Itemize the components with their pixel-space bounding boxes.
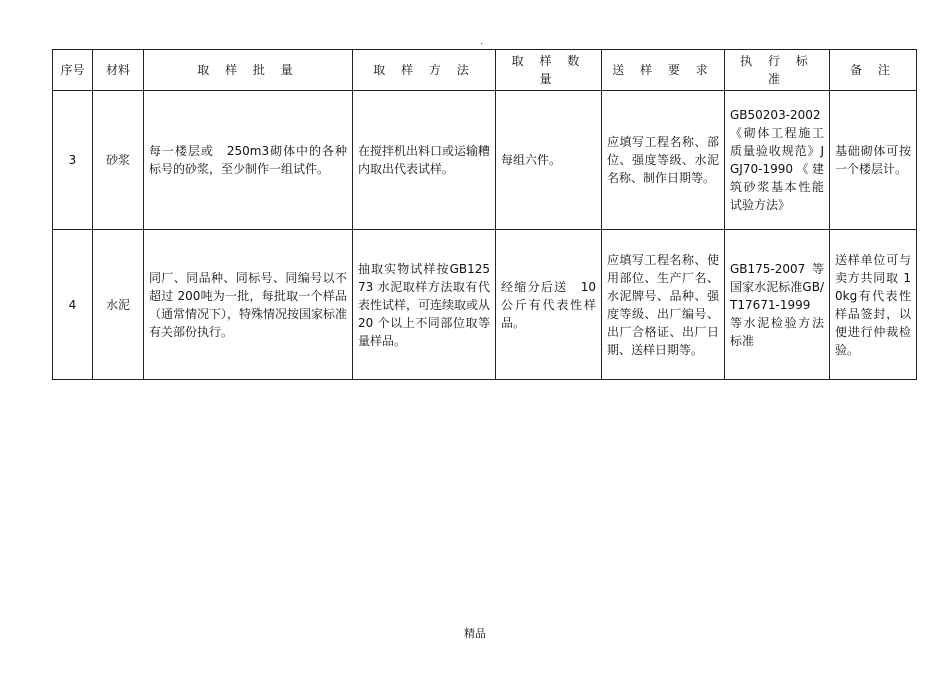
cell-material: 水泥	[93, 230, 144, 380]
cell-no: 3	[53, 91, 93, 230]
cell-method: 抽取实物试样按GB12573 水泥取样方法取有代表性试样，可连续取或从 20 个以上不同部位取等量样品。	[353, 230, 496, 380]
cell-requirements: 应填写工程名称、使用部位、生产厂名、水泥牌号、品种、强度等级、出厂编号、出厂合格证、出厂日期、送样日期等。	[602, 230, 725, 380]
cell-requirements: 应填写工程名称、部位、强度等级、水泥名称、制作日期等。	[602, 91, 725, 230]
sampling-table	[52, 49, 917, 380]
cell-method: 在搅拌机出料口或运输糟内取出代表试样。	[353, 91, 496, 230]
header-standard: 执 行 标 准	[725, 50, 830, 91]
table-row	[53, 91, 917, 230]
cell-quantity: 经缩分后送 10公斤有代表性样品。	[496, 230, 602, 380]
header-method: 取 样 方 法	[353, 50, 496, 91]
table-row	[53, 230, 917, 380]
cell-remark: 送样单位可与卖方共同取 10kg有代表性样品签封，以便进行仲裁检验。	[830, 230, 917, 380]
cell-quantity: 每组六件。	[496, 91, 602, 230]
cell-remark: 基础砌体可按一个楼层计。	[830, 91, 917, 230]
page-footer: 精品	[464, 627, 486, 640]
cell-material: 砂浆	[93, 91, 144, 230]
cell-standard: GB175-2007 等国家水泥标准GB/T17671-1999 等水泥检验方法标准	[725, 230, 830, 380]
top-mark: .	[480, 36, 484, 47]
cell-batch: 同厂、同品种、同标号、同编号以不超过 200吨为一批，每批取一个样品（通常情况下），特殊情况按国家标准有关部份执行。	[144, 230, 353, 380]
header-quantity: 取 样 数 量	[496, 50, 602, 91]
header-remark: 备 注	[830, 50, 917, 91]
cell-no: 4	[53, 230, 93, 380]
table-header-row	[53, 50, 917, 91]
header-material: 材料	[93, 50, 144, 91]
header-no: 序号	[53, 50, 93, 91]
header-requirements: 送 样 要 求	[602, 50, 725, 91]
header-batch: 取 样 批 量	[144, 50, 353, 91]
cell-standard: GB50203-2002《砌体工程施工质量验收规范》JGJ70-1990《建筑砂浆基本性能试验方法》	[725, 91, 830, 230]
cell-batch: 每一楼层或 250m3砌体中的各种标号的砂浆，至少制作一组试件。	[144, 91, 353, 230]
